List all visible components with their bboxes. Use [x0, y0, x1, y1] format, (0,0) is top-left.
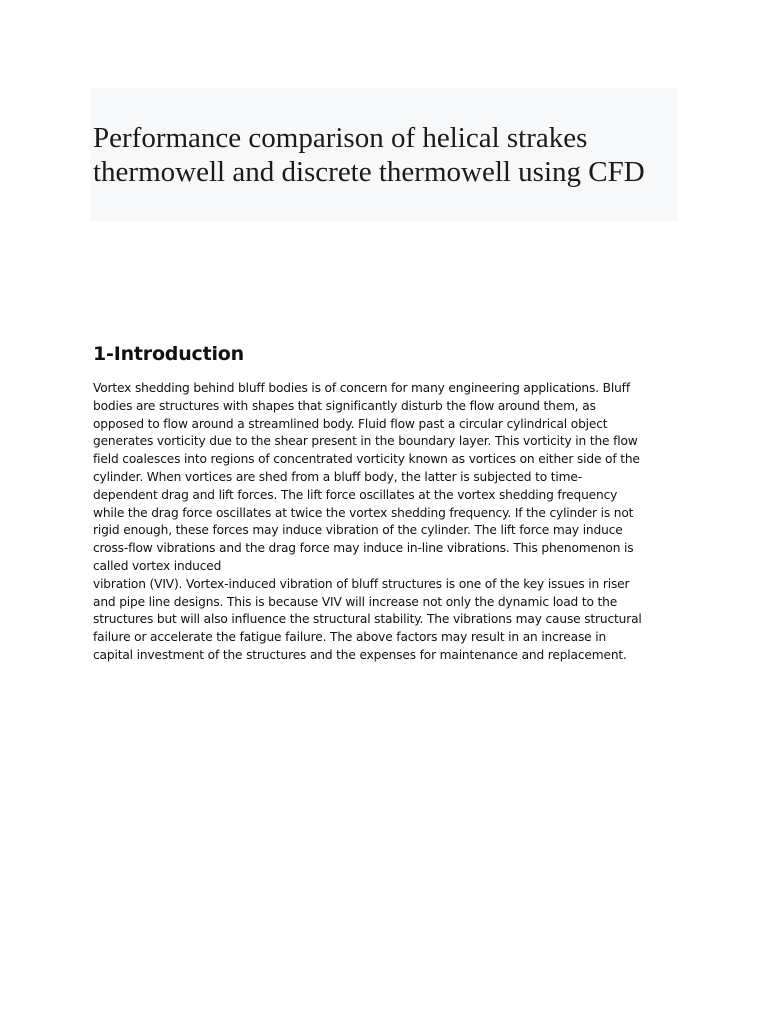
paragraph-line: rigid enough, these forces may induce vibration of the cylinder. The lift force may induce — [93, 523, 623, 538]
paragraph-line: and pipe line designs. This is because VIV will increase not only the dynamic load to the — [93, 594, 618, 609]
introduction-paragraph — [93, 380, 678, 665]
paragraph-line: bodies are structures with shapes that significantly disturb the flow around them, as — [93, 398, 596, 413]
paragraph-line: structures but will also influence the structural stability. The vibrations may cause structural — [93, 612, 642, 627]
section-heading-introduction: 1-Introduction — [93, 343, 244, 365]
document-title: Performance comparison of helical strakes thermowell and discrete thermowell using CFD — [93, 122, 645, 188]
paragraph-line: cross-flow vibrations and the drag force may induce in-line vibrations. This phenomenon is — [93, 541, 634, 556]
paragraph-line: dependent drag and lift forces. The lift force oscillates at the vortex shedding frequency — [93, 487, 618, 502]
paragraph-line: while the drag force oscillates at twice the vortex shedding frequency. If the cylinder is not — [93, 505, 634, 520]
paragraph-line: capital investment of the structures and the expenses for maintenance and replacement. — [93, 647, 627, 662]
paragraph-line: called vortex induced — [93, 558, 222, 573]
paragraph-line: generates vorticity due to the shear present in the boundary layer. This vorticity in the flow — [93, 434, 638, 449]
paragraph-line: failure or accelerate the fatigue failure. The above factors may result in an increase in — [93, 630, 607, 645]
title-block — [90, 88, 678, 221]
paragraph-line: opposed to flow around a streamlined body. Fluid flow past a circular cylindrical object — [93, 416, 608, 431]
paragraph-line: field coalesces into regions of concentrated vorticity known as vortices on either side of the — [93, 452, 640, 467]
paragraph-line: vibration (VIV). Vortex-induced vibration of bluff structures is one of the key issues in riser — [93, 576, 630, 591]
paragraph-line: Vortex shedding behind bluff bodies is of concern for many engineering applications. Bluff — [93, 381, 630, 395]
paragraph-line: cylinder. When vortices are shed from a bluff body, the latter is subjected to time- — [93, 469, 582, 484]
